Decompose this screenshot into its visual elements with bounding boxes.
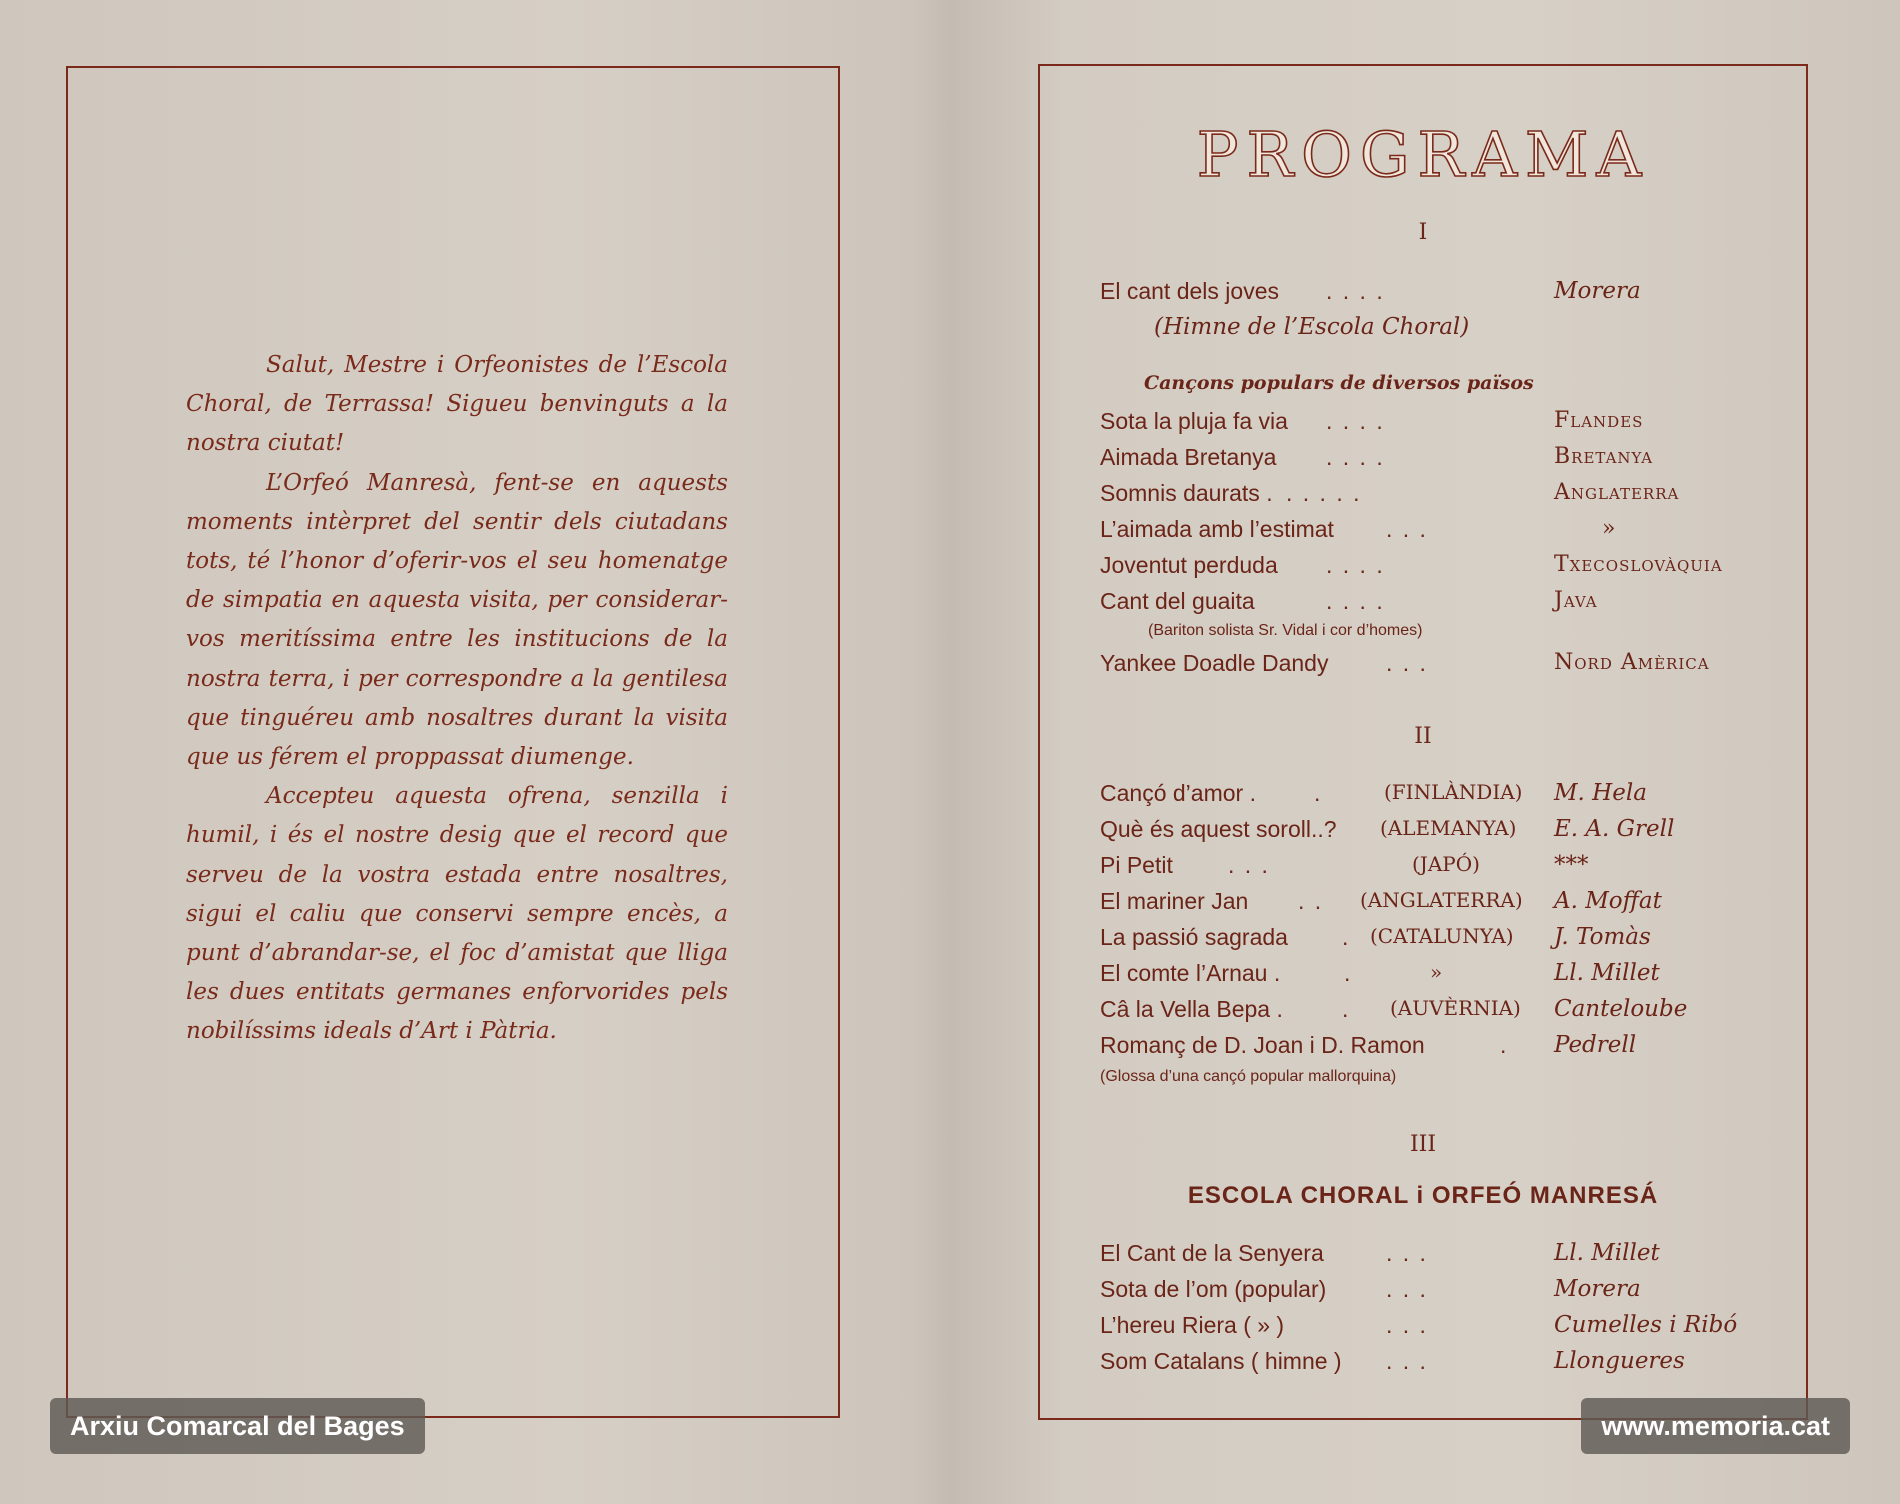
leader-dots: . . . . [1326,552,1385,578]
program-item [1100,588,1760,624]
program-item [1100,996,1760,1032]
song-country: (FINLÀNDIA) [1384,780,1523,804]
song-title: El cant dels joves [1100,278,1279,304]
archive-watermark: Arxiu Comarcal del Bages [50,1398,425,1454]
program-item [1100,480,1760,516]
program-item [1100,852,1760,888]
leader-dots: . . [1298,888,1324,914]
song-title: Cant del guaita [1100,588,1255,614]
song-title: Yankee Doadle Dandy [1100,650,1329,676]
song-title: Câ la Vella Bepa . [1100,996,1283,1022]
part-3-heading: ESCOLA CHORAL i ORFEÓ MANRESÁ [1187,1182,1659,1209]
program-item [1100,278,1760,314]
song-author: J. Tomàs [1554,924,1651,950]
song-country: (JAPÓ) [1412,852,1480,876]
song-author: *** [1554,852,1589,878]
song-title: Somnis daurats . [1100,480,1273,506]
song-note: (Glossa d’una cançó popular mallorquina) [1100,1068,1397,1085]
song-title: Pi Petit [1100,852,1173,878]
song-title: El mariner Jan [1100,888,1249,914]
program-item [1100,1312,1760,1348]
part-3-numeral: III [1409,1132,1437,1157]
program-item [1100,408,1760,444]
leader-dots: . . . [1386,1240,1428,1266]
program-item [1100,960,1760,996]
program-item [1100,1276,1760,1312]
song-author: Ll. Millet [1554,1240,1660,1266]
song-country: Flandes [1554,408,1644,433]
song-title: Cançó d’amor . [1100,780,1256,806]
leader-dots: . . . . [1326,278,1385,304]
leader-dots: . . . [1386,1276,1428,1302]
song-country: (CATALUNYA) [1370,924,1514,948]
program-item [1100,1240,1760,1276]
song-subtitle: (Himne de l’Escola Choral) [1154,314,1470,340]
leader-dots: . [1342,924,1351,950]
program-item [1100,888,1760,924]
part-2-numeral: II [1414,724,1432,749]
song-title: El Cant de la Senyera [1100,1240,1324,1266]
program-item [1100,924,1760,960]
leader-dots: . . . [1386,1312,1428,1338]
leader-dots: . . . . [1326,408,1385,434]
part-1-numeral: I [1418,220,1428,245]
leader-dots: . . . [1386,650,1428,676]
program-item [1100,780,1760,816]
song-title: La passió sagrada [1100,924,1288,950]
leader-dots: . [1344,960,1353,986]
leader-dots: . . . . [1326,444,1385,470]
song-country: (AUVÈRNIA) [1390,996,1521,1020]
song-title: L’aimada amb l’estimat [1100,516,1334,542]
song-author: Ll. Millet [1554,960,1660,986]
song-author: E. A. Grell [1554,816,1675,842]
song-country: (ANGLATERRA) [1360,888,1523,912]
leader-dots: . . . [1386,516,1428,542]
song-author: Morera [1554,278,1641,304]
program-item [1100,516,1760,552]
letter-paragraph-3: Accepteu aquesta ofrena, senzilla i humil, i és el nostre desig que el record que serveu de la vostra estada entre nosaltres, sigui el caliu que conservi sempre encès, a punt d’abrandar-se, el foc d’amistat que lliga les dues entitats germanes enforvorides pels nobilíssims ideals d’Art i Pàtria. [186,783,728,1045]
leader-dots: . . . [1386,1348,1428,1374]
song-country: Bretanya [1554,444,1654,469]
song-title: El comte l’Arnau . [1100,960,1281,986]
song-author: M. Hela [1554,780,1647,806]
song-author: Pedrell [1554,1032,1637,1058]
leader-dots: . [1500,1032,1509,1058]
program-item [1100,1032,1760,1068]
program-item [1100,444,1760,480]
program-item [1100,816,1760,852]
song-title: Sota de l’om (popular) [1100,1276,1327,1302]
program-item [1100,650,1760,686]
song-title: Què és aquest soroll..? [1100,816,1337,842]
song-title: L’hereu Riera ( » ) [1100,1312,1285,1338]
song-country: Txecoslovàquia [1554,552,1723,577]
song-author: Morera [1554,1276,1641,1302]
song-country: » [1430,960,1443,984]
song-note: (Bariton solista Sr. Vidal i cor d’homes) [1148,622,1423,639]
program-title: PROGRAMA [1196,118,1650,191]
song-author: Canteloube [1554,996,1688,1022]
letter-paragraph-1: Salut, Mestre i Orfeonistes de l’Escola Choral, de Terrassa! Sigueu benvinguts a la nostra ciutat! [186,352,728,457]
song-country: Java [1554,588,1598,613]
program-item [1100,552,1760,588]
song-title: Joventut perduda [1100,552,1278,578]
song-title: Romanç de D. Joan i D. Ramon [1100,1032,1425,1058]
song-title: Som Catalans ( himne ) [1100,1348,1342,1374]
song-title: Sota la pluja fa via [1100,408,1288,434]
letter-paragraph-2: L’Orfeó Manresà, fent-se en aquests moments intèrpret del sentir dels ciutadans tots, té l’honor d’oferir-vos el seu homenatge de simpatia en aquesta visita, per considerar-vos meritíssima entre les institucions de la nostra terra, i per correspondre a la gentilesa que tinguéreu amb nosaltres durant la visita que us férem el proppassat diumenge. [186,469,728,771]
leader-dots: . . . . [1326,588,1385,614]
leader-dots: . [1342,996,1351,1022]
song-country: Nord Amèrica [1554,650,1710,675]
program-item [1100,1348,1760,1384]
song-author: Cumelles i Ribó [1554,1312,1738,1338]
song-country: (ALEMANYA) [1380,816,1517,840]
dedication-letter [186,346,728,1052]
song-author: Llongueres [1554,1348,1685,1374]
leader-dots: . . . . . [1286,480,1362,506]
website-watermark: www.memoria.cat [1581,1398,1850,1454]
song-title: Aimada Bretanya [1100,444,1277,470]
section-subheading: Cançons populars de diversos països [1144,372,1534,394]
leader-dots: . [1314,780,1323,806]
song-country: Anglaterra [1554,480,1680,505]
song-author: A. Moffat [1554,888,1662,914]
song-country: » [1602,516,1617,541]
leader-dots: . . . [1228,852,1270,878]
